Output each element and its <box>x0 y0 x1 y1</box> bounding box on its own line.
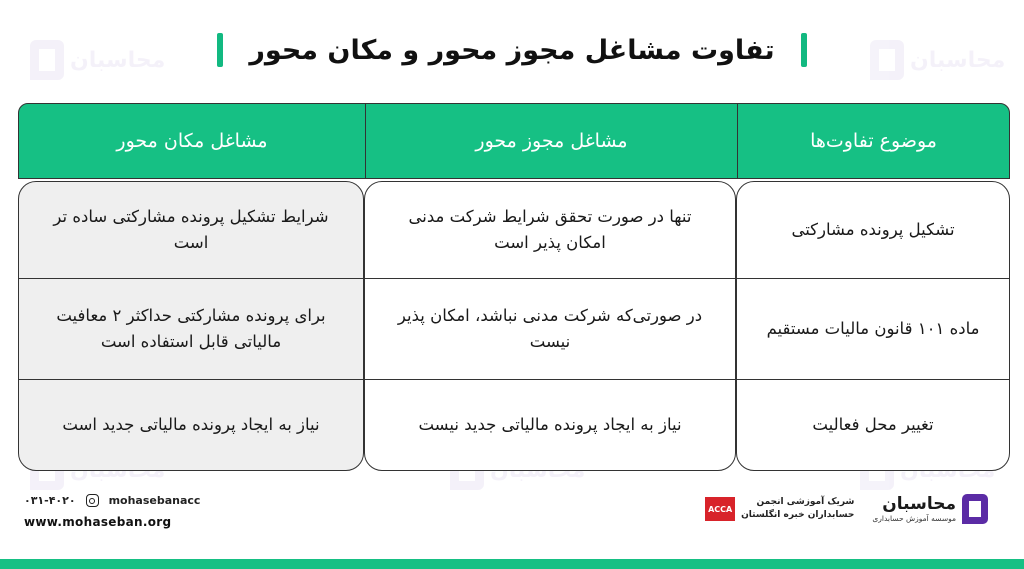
brand-subtitle: موسسه آموزش حسابداری <box>872 513 956 523</box>
table-cell: ماده ۱۰۱ قانون مالیات مستقیم <box>737 279 1009 380</box>
title-accent-bar <box>801 33 807 67</box>
acca-logo-icon: ACCA <box>705 497 735 521</box>
title-accent-bar <box>217 33 223 67</box>
table-cell: نیاز به ایجاد پرونده مالیاتی جدید است <box>62 415 320 435</box>
table-cell: نیاز به ایجاد پرونده مالیاتی جدید نیست <box>418 415 682 435</box>
footer-logos <box>705 494 988 524</box>
header-topic: موضوع تفاوت‌ها <box>737 104 1009 178</box>
phone-number: ۰۳۱-۴۰۲۰ <box>24 494 76 507</box>
watermark: محاسبان <box>30 40 165 80</box>
column-topic <box>736 181 1010 471</box>
page-title: تفاوت مشاغل مجوز محور و مکان محور <box>249 34 775 66</box>
table-cell: تنها در صورت تحقق شرایط شرکت مدنی امکان پذیر است <box>365 182 735 279</box>
header-location-based: مشاغل مکان محور <box>116 130 268 152</box>
table-cell: در صورتی‌که شرکت مدنی نباشد، امکان پذیر نیست <box>365 279 735 380</box>
table-cell: تغییر محل فعالیت <box>812 415 934 435</box>
brand-mark-icon <box>962 494 988 524</box>
instagram-handle[interactable]: mohasebanacc <box>108 494 201 507</box>
table-header <box>18 103 1010 179</box>
table-cell: برای پرونده مشارکتی حداکثر ۲ معافیت مالیاتی قابل استفاده است <box>19 279 363 380</box>
column-license-based <box>364 181 736 471</box>
bottom-accent-strip <box>0 559 1024 569</box>
website-link[interactable]: www.mohaseban.org <box>24 515 172 529</box>
header-license-based: مشاغل مجوز محور <box>365 104 737 178</box>
acca-partner <box>705 496 854 521</box>
column-location-based <box>18 181 364 471</box>
watermark: محاسبان <box>870 40 1005 80</box>
title-area <box>0 30 1024 70</box>
acca-line-1: شریک آموزشی انجمن <box>756 497 855 508</box>
brand-name: محاسبان <box>882 494 956 515</box>
table-cell: تشکیل پرونده مشارکتی <box>737 182 1009 279</box>
footer-contact <box>24 494 200 529</box>
table-cell: شرایط تشکیل پرونده مشارکتی ساده تر است <box>19 182 363 279</box>
brand-logo <box>872 494 988 524</box>
acca-line-2: حسابداران خبره انگلستان <box>741 510 855 520</box>
instagram-icon <box>86 494 99 507</box>
